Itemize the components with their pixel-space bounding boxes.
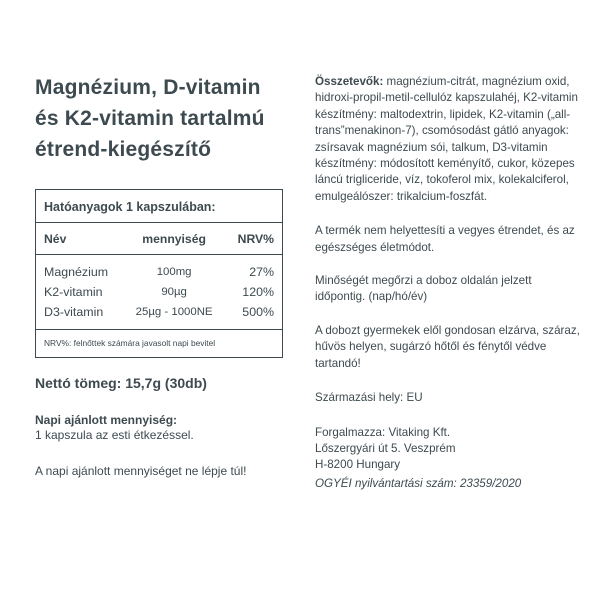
ingredient-amount: 100mg [156,266,192,278]
d3-preparation-label: D3-vitamin készítmény: [315,140,548,171]
active-ingredients-box [35,189,283,358]
ingredients-paragraph [315,74,583,205]
left-column [35,72,295,478]
daily-dose-text: 1 kapszula az esti étkezéssel. [35,428,194,442]
best-before-note: Minőségét megőrzi a doboz oldalán jelzett időpontig. (nap/hó/év) [315,274,532,304]
ingredient-amount: 90µg [161,286,187,298]
distributor-line-2: Lőszergyári út 5. Veszprém [315,441,456,455]
ingredients-text-3: módosított keményítő, cukor, közepes láncú trigliceride, víz, tokoferol mix, kolekalciferol, emulgeálószer: trikalcium-foszfát. [315,157,575,203]
distributor-line-1: Forgalmazza: Vitaking Kft. [315,425,451,439]
active-ingredients-table [36,223,282,329]
title-line-1: Magnézium, D-vitamin [35,76,261,99]
column-header-name: Név [36,223,123,255]
column-header-nrv: NRV% [225,223,282,255]
table-row [36,255,282,283]
origin: Származási hely: EU [315,391,423,405]
title-line-3: étrend-kiegészítő [35,138,212,161]
ingredient-nrv: 27% [249,265,274,279]
ingredients-text-2: maltodextrin, lipidek, K2-vitamin („all-trans”menakinon-7), csomósodást gátló anyagok: zsírsavak magnézium sói, talkum, [315,107,571,154]
table-header-row [36,223,282,255]
nrv-footnote: NRV%: felnőttek számára javasolt napi bevitel [36,329,282,357]
column-header-amount: mennyiség [123,223,224,255]
registration-number: OGYÉI nyilvántartási szám: 23359/2020 [315,476,522,490]
ingredients-text-1: magnézium-citrát, magnézium oxid, hidroxi-propil-metil-cellulóz kapszulahéj, [315,75,570,105]
right-column [315,74,583,492]
table-row [36,282,282,302]
ingredient-name: K2-vitamin [44,285,103,299]
ingredient-nrv: 500% [242,305,274,319]
storage-note: A dobozt gyermekek elől gondosan elzárva, száraz, hűvös helyen, sugárzó hőtől és fénytől védve tartandó! [315,323,580,370]
table-row [36,302,282,329]
ingredient-nrv: 120% [242,285,274,299]
ingredient-name: D3-vitamin [44,305,104,319]
diet-note: A termék nem helyettesíti a vegyes étrendet, és az egészséges életmódot. [315,224,575,254]
ingredient-amount: 25µg - 1000NE [135,306,213,318]
title-line-2: és K2-vitamin tartalmú [35,107,265,130]
dose-warning: A napi ajánlott mennyiséget ne lépje túl! [35,464,247,478]
net-weight: Nettó tömeg: 15,7g (30db) [35,375,207,391]
k2-preparation-label: K2-vitamin készítmény: [315,91,578,121]
product-title [35,72,295,165]
active-ingredients-heading: Hatóanyagok 1 kapszulában: [36,190,282,223]
daily-dose-heading: Napi ajánlott mennyiség: [35,413,178,427]
distributor-line-3: H-8200 Hungary [315,458,401,472]
ingredients-label: Összetevők: [315,75,384,88]
ingredient-name: Magnézium [44,265,109,279]
